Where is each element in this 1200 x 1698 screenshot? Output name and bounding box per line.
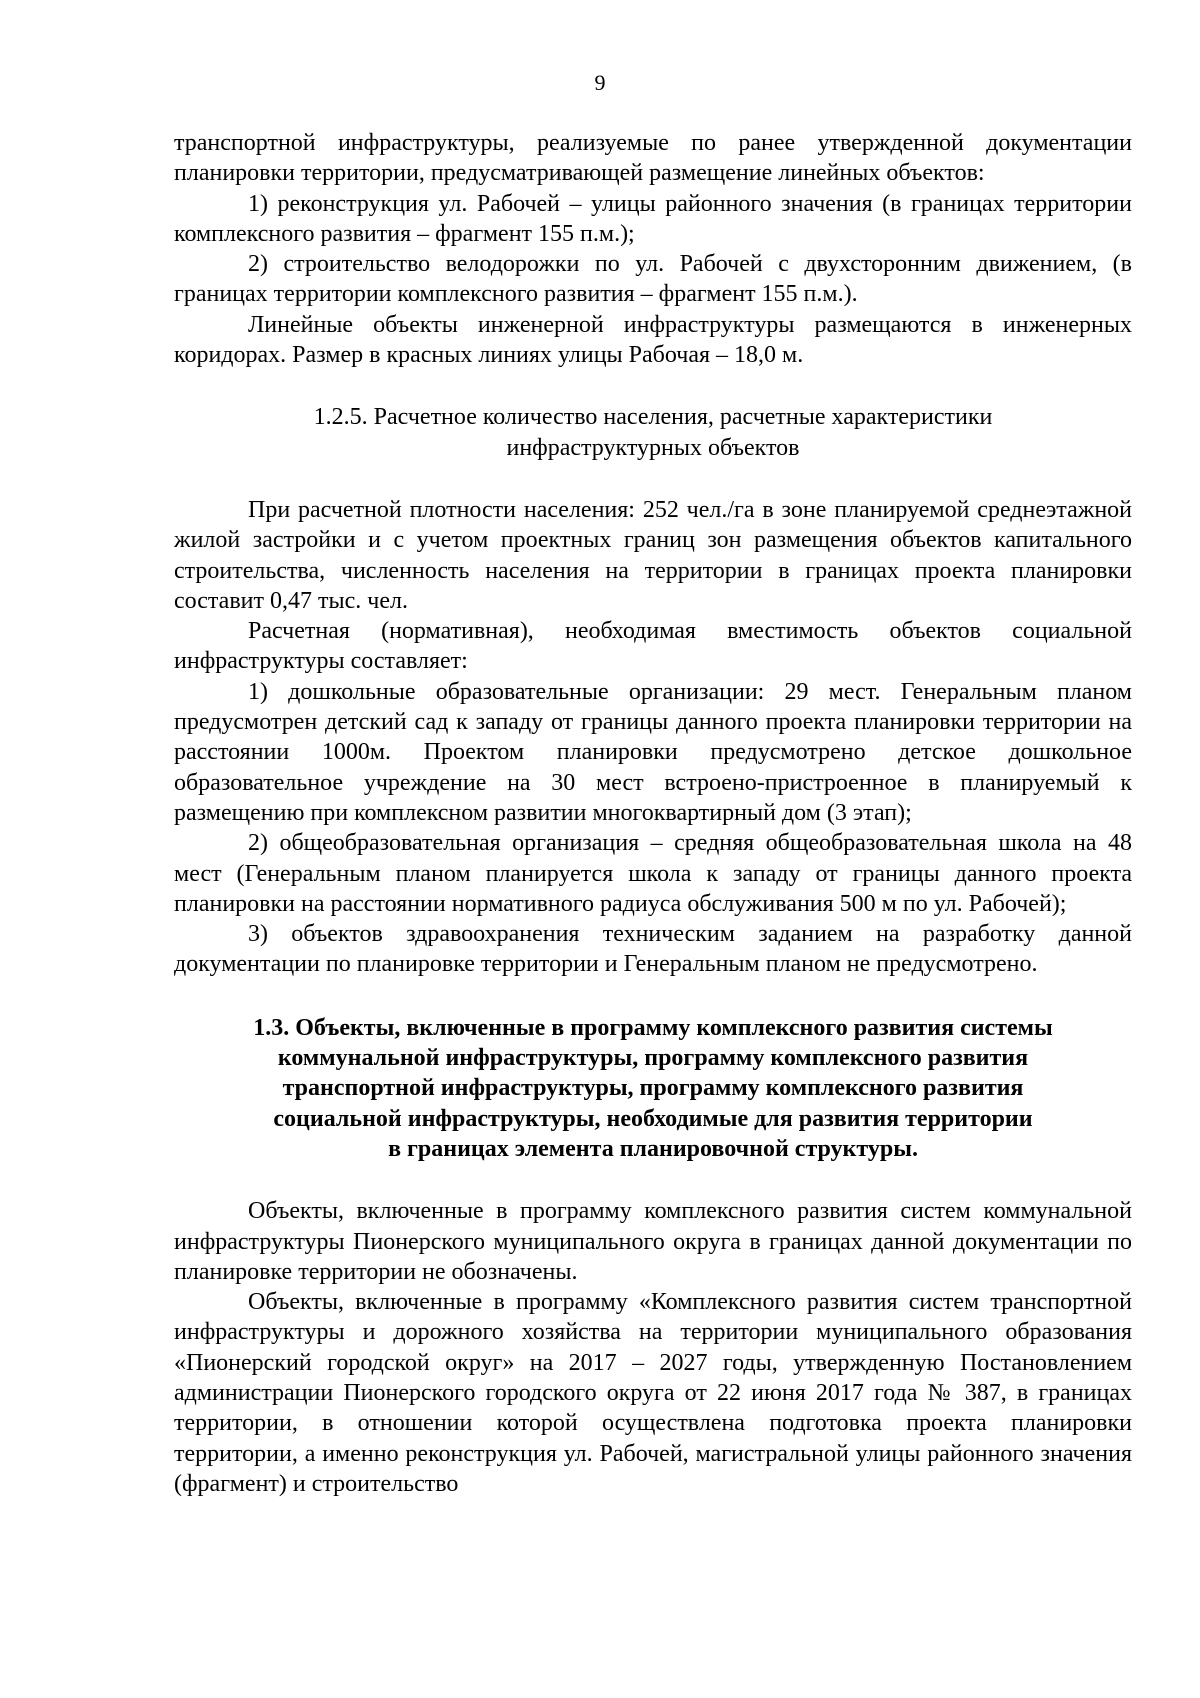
list-item-bike-path: 2) строительство велодорожки по ул. Рабочей с двухсторонним движением, (в границах территории комплексного развития – фрагмент 155 п.м.). (174, 251, 1132, 308)
section-heading-1-3-line1: 1.3. Объекты, включенные в программу комплексного развития системы (253, 1014, 1053, 1041)
section-heading-1-2-5-line2: инфраструктурных объектов (506, 434, 800, 461)
paragraph-population-density: При расчетной плотности населения: 252 чел./га в зоне планируемой среднеэтажной жилой застройки и с учетом проектных границ зон размещения объектов капитального строительства, численность населения на территории в границах проекта планировки составит 0,47 тыс. чел. (174, 496, 1132, 614)
paragraph-communal-programs: Объекты, включенные в программу комплексного развития систем коммунальной инфраструктуры Пионерского муниципального округа в границах данной документации по планировке территории не обозначены. (174, 1198, 1132, 1285)
paragraph-transport-programs: Объекты, включенные в программу «Комплексного развития систем транспортной инфраструктуры и дорожного хозяйства на территории муниципального образования «Пионерский городской округ» на 2017 – 2027 годы, утвержденную Постановлением администрации Пионерского городского округа от 22 июня 2017 года № 387, в границах территории, в отношении которой осуществлена подготовка проекта планировки территории, а именно реконструкция ул. Рабочей, магистральной улицы районного значения (фрагмент) и строительство (174, 1289, 1132, 1497)
paragraph-engineering-corridors: Линейные объекты инженерной инфраструктуры размещаются в инженерных коридорах. Размер в красных линиях улицы Рабочая – 18,0 м. (174, 311, 1132, 369)
page-number: 9 (594, 70, 606, 95)
section-heading-1-3-line3: транспортной инфраструктуры, программу комплексного развития (282, 1075, 1024, 1102)
paragraph-social-capacity: Расчетная (нормативная), необходимая вместимость объектов социальной инфраструктуры составляет: (174, 618, 1132, 675)
section-heading-1-2-5-line1: 1.2.5. Расчетное количество населения, расчетные характеристики (313, 404, 993, 431)
list-item-reconstruction: 1) реконструкция ул. Рабочей – улицы районного значения (в границах территории комплексного развития – фрагмент 155 п.м.); (174, 190, 1132, 247)
section-heading-1-3-line2: коммунальной инфраструктуры, программу комплексного развития (277, 1045, 1029, 1072)
section-heading-1-3-line4: социальной инфраструктуры, необходимые для развития территории (273, 1105, 1033, 1132)
list-item-healthcare: 3) объектов здравоохранения техническим заданием на разработку данной документации по планировке территории и Генеральным планом не предусмотрено. (174, 921, 1132, 978)
paragraph-transport-intro: транспортной инфраструктуры, реализуемые по ранее утвержденной документации планировки территории, предусматривающей размещение линейных объектов: (174, 130, 1132, 187)
list-item-school: 2) общеобразовательная организация – средняя общеобразовательная школа на 48 мест (Генеральным планом планируется школа к западу от границы данного проекта планировки на расстоянии нормативного радиуса обслуживания 500 м по ул. Рабочей); (174, 830, 1132, 917)
section-heading-1-2-5 (174, 402, 1132, 463)
section-heading-1-3 (174, 1013, 1132, 1164)
section-heading-1-3-line5: в границах элемента планировочной структуры. (388, 1135, 918, 1162)
document-body (174, 128, 1132, 1499)
list-item-preschool: 1) дошкольные образовательные организации: 29 мест. Генеральным планом предусмотрен детский сад к западу от границы данного проекта планировки территории на расстоянии 1000м. Проектом планировки предусмотрено детское дошкольное образовательное учреждение на 30 мест встроено-пристроенное в планируемый к размещению при комплексном развитии многоквартирный дом (3 этап); (174, 678, 1132, 826)
